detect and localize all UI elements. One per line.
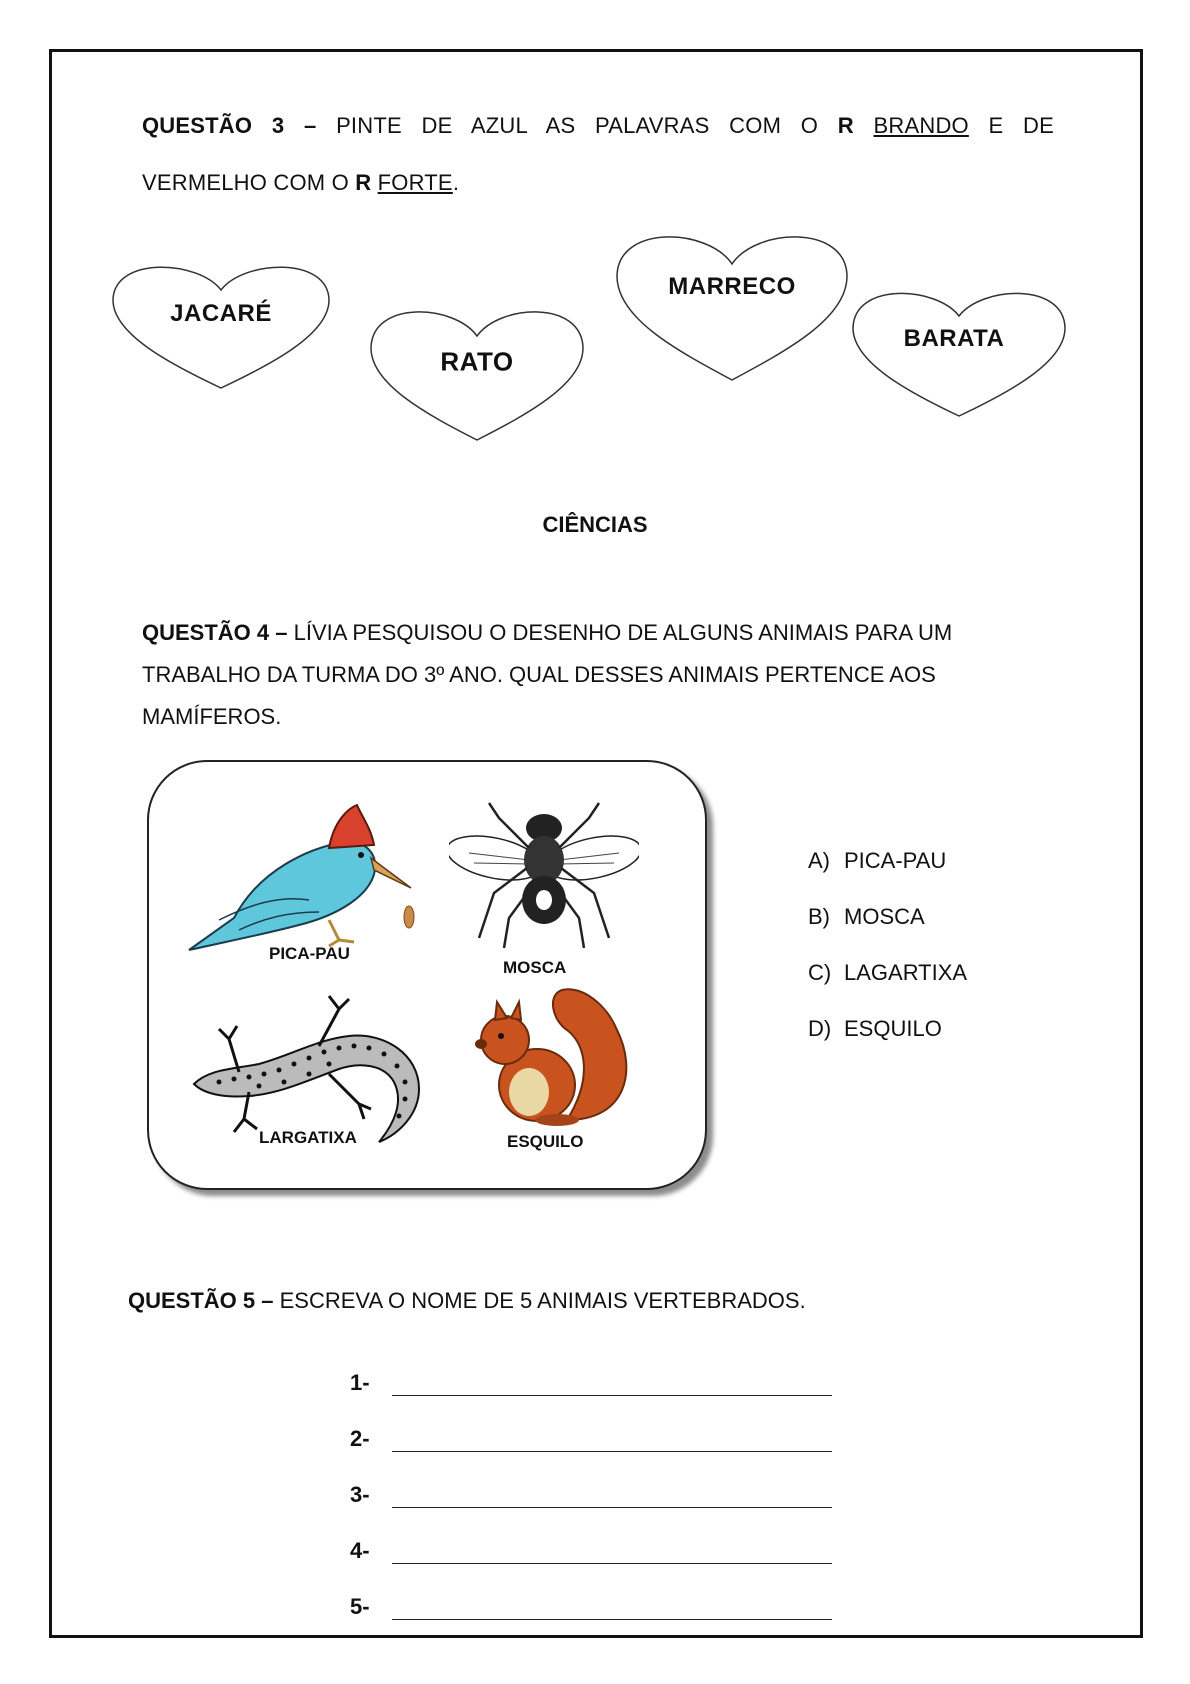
answer-blank-1[interactable] (392, 1371, 832, 1396)
brando-word: BRANDO (873, 113, 969, 138)
answer-blank-4[interactable] (392, 1539, 832, 1564)
option-text: ESQUILO (844, 1016, 942, 1041)
question-3-text: PINTE DE AZUL AS PALAVRAS COM O (336, 113, 819, 138)
woodpecker-image (179, 800, 419, 960)
answer-row (350, 1452, 832, 1508)
lizard-image (189, 984, 434, 1144)
fly-image (449, 798, 639, 958)
option-letter: C) (808, 960, 832, 985)
question-3-line-1 (142, 113, 1054, 139)
option-text: MOSCA (844, 904, 925, 929)
heart-label-rato: RATO (440, 346, 514, 377)
heart-shape (614, 226, 850, 382)
squirrel-image (467, 980, 637, 1130)
question-3-text-end: E DE (988, 113, 1055, 138)
wood-chip-image (399, 902, 419, 932)
answer-options (808, 848, 967, 1072)
subject-title: CIÊNCIAS (542, 512, 648, 537)
answer-number: 2- (350, 1426, 370, 1451)
option-letter: B) (808, 904, 830, 929)
heart-marreco[interactable] (614, 226, 850, 382)
question-4-text: LÍVIA PESQUISOU O DESENHO DE ALGUNS ANIMAIS PARA UM TRABALHO DA TURMA DO 3º ANO. QUAL DESSES ANIMAIS PERTENCE AOS MAMÍFEROS. (142, 620, 953, 729)
answer-row (350, 1340, 832, 1396)
option-d[interactable] (808, 1016, 967, 1072)
option-text: LAGARTIXA (844, 960, 968, 985)
animal-caption-largatixa: LARGATIXA (259, 1128, 357, 1147)
answer-blank-5[interactable] (392, 1595, 832, 1620)
question-3-line-2 (142, 170, 459, 196)
option-text: PICA-PAU (844, 848, 947, 873)
heart-barata[interactable] (850, 284, 1068, 418)
heart-label-barata: BARATA (903, 325, 1005, 352)
answer-row (350, 1396, 832, 1452)
question-4-label: QUESTÃO 4 – (142, 620, 288, 645)
option-a[interactable] (808, 848, 967, 904)
question-4 (142, 612, 1072, 738)
question-5-label: QUESTÃO 5 – (128, 1288, 274, 1313)
option-letter: A) (808, 848, 830, 873)
heart-label-jacare: JACARÉ (170, 300, 272, 327)
answer-number: 5- (350, 1594, 370, 1619)
option-b[interactable] (808, 904, 967, 960)
letter-r: R (355, 170, 372, 195)
answer-blank-2[interactable] (392, 1427, 832, 1452)
animal-caption-mosca: MOSCA (503, 958, 567, 977)
animal-caption-esquilo: ESQUILO (507, 1132, 584, 1151)
answer-number: 4- (350, 1538, 370, 1563)
heart-label-marreco: MARRECO (668, 273, 796, 300)
animal-caption-pica-pau: PICA-PAU (269, 944, 350, 963)
answer-blank-3[interactable] (392, 1483, 832, 1508)
heart-jacare[interactable] (110, 258, 332, 390)
question-3-label: QUESTÃO 3 – (142, 113, 317, 138)
answer-row (350, 1508, 832, 1564)
question-5-text: ESCREVA O NOME DE 5 ANIMAIS VERTEBRADOS. (279, 1288, 806, 1313)
answer-lines (350, 1340, 832, 1620)
question-5 (128, 1288, 806, 1314)
period: . (452, 170, 460, 195)
answer-number: 3- (350, 1482, 370, 1507)
option-letter: D) (808, 1016, 832, 1041)
question-3-line-2-text: VERMELHO COM O (142, 170, 349, 195)
answer-row (350, 1564, 832, 1620)
option-c[interactable] (808, 960, 967, 1016)
answer-number: 1- (350, 1370, 370, 1395)
heart-rato[interactable] (368, 302, 586, 442)
letter-r: R (837, 113, 854, 138)
animal-picture-card (147, 760, 707, 1190)
forte-word: FORTE (377, 170, 453, 195)
